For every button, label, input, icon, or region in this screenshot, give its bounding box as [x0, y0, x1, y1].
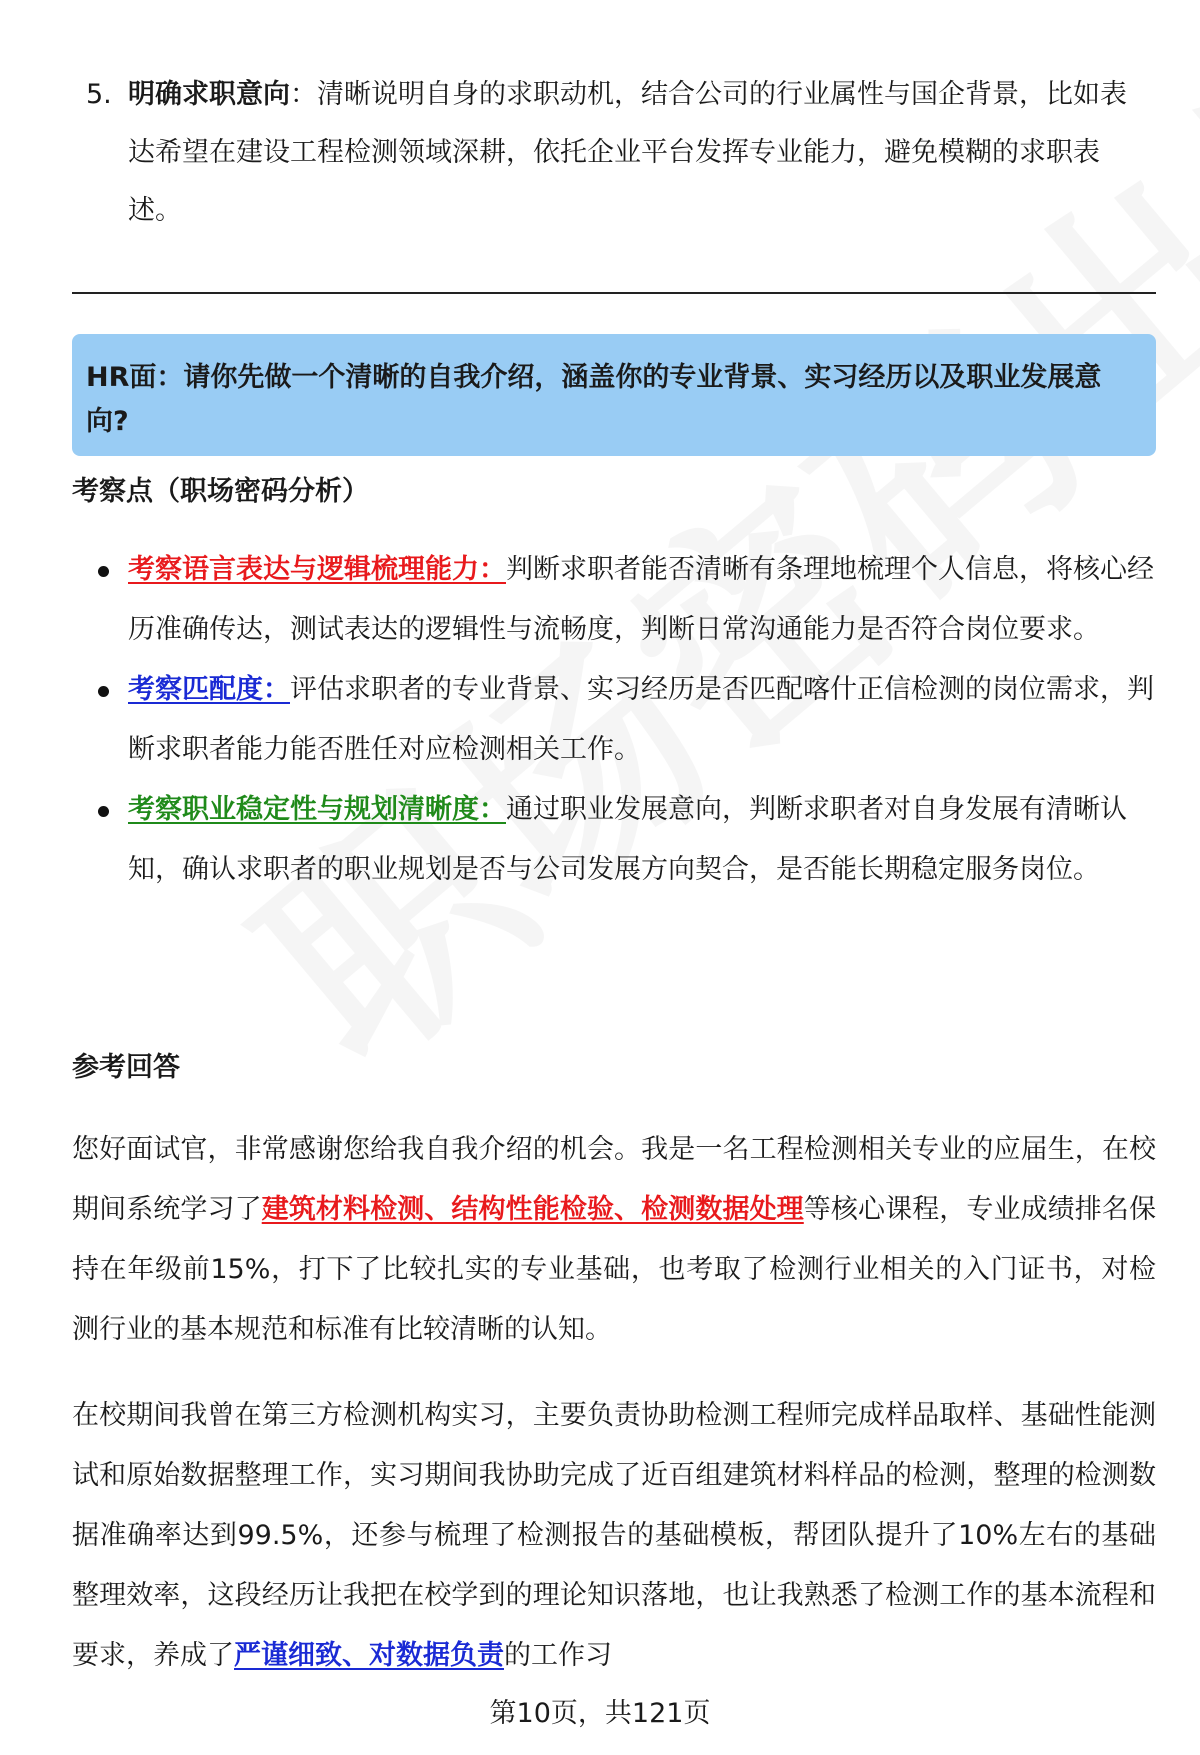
paragraph-text: 等核心课程，专业成绩排名保持在年级前15%，打下了比较扎实的专业基础，也考取了检测行业相关的入门证书，对检测行业的基本规范和标准有比较清晰的认知。 [72, 1194, 1157, 1345]
assessment-list [72, 540, 1156, 900]
list-item [72, 660, 1156, 780]
divider [72, 292, 1156, 294]
list-item [72, 540, 1156, 660]
bullet-text: 评估求职者的专业背景、实习经历是否匹配喀什正信检测的岗位需求，判断求职者能力能否胜任对应检测相关工作。 [128, 674, 1154, 765]
bullet-icon [98, 806, 109, 817]
question-box: HR面：请你先做一个清晰的自我介绍，涵盖你的专业背景、实习经历以及职业发展意向? [72, 334, 1156, 456]
bullet-text: 通过职业发展意向，判断求职者对自身发展有清晰认知，确认求职者的职业规划是否与公司发展方向契合，是否能长期稳定服务岗位。 [128, 794, 1127, 885]
list-item-text [128, 66, 1144, 240]
paragraph-text: 的工作习 [504, 1640, 612, 1671]
bullet-icon [98, 686, 109, 697]
list-item-title: 明确求职意向 [128, 79, 290, 110]
page-number: 第10页，共121页 [489, 1698, 711, 1729]
section-heading-answer: 参考回答 [72, 1052, 180, 1083]
answer-paragraph-2 [72, 1386, 1156, 1686]
paragraph-text: 在校期间我曾在第三方检测机构实习，主要负责协助检测工程师完成样品取样、基础性能测试和原始数据整理工作，实习期间我协助完成了近百组建筑材料样品的检测，整理的检测数据准确率达到99.5%，还参与梳理了检测报告的基础模板，帮团队提升了10%左右的基础整理效率，这段经历让我把在校学到的理论知识落地，也让我熟悉了检测工作的基本流程和要求，养成了 [72, 1400, 1156, 1671]
section-heading-kaocha: 考察点（职场密码分析） [72, 476, 369, 507]
list-item-body: 清晰说明自身的求职动机，结合公司的行业属性与国企背景，比如表达希望在建设工程检测领域深耕，依托企业平台发挥专业能力，避免模糊的求职表述。 [128, 79, 1127, 226]
list-number: 5. [86, 79, 112, 110]
bullet-icon [98, 566, 109, 577]
bullet-label: 考察职业稳定性与规划清晰度： [128, 794, 506, 825]
bullet-label: 考察匹配度： [128, 674, 290, 705]
answer-paragraph-1 [72, 1120, 1156, 1360]
highlight-habits: 严谨细致、对数据负责 [234, 1640, 504, 1671]
bullet-label: 考察语言表达与逻辑梳理能力： [128, 554, 506, 585]
list-item-separator: ： [290, 79, 317, 110]
highlight-courses: 建筑材料检测、结构性能检验、检测数据处理 [261, 1194, 804, 1225]
list-item-5 [72, 66, 1144, 240]
paragraph-text: 您好面试官，非常感谢您给我自我介绍的机会。我是一名工程检测相关专业的应届生，在校期间系统学习了 [72, 1134, 1156, 1225]
bullet-text: 判断求职者能否清晰有条理地梳理个人信息，将核心经历准确传达，测试表达的逻辑性与流畅度，判断日常沟通能力是否符合岗位要求。 [128, 554, 1154, 645]
list-item [72, 780, 1156, 900]
